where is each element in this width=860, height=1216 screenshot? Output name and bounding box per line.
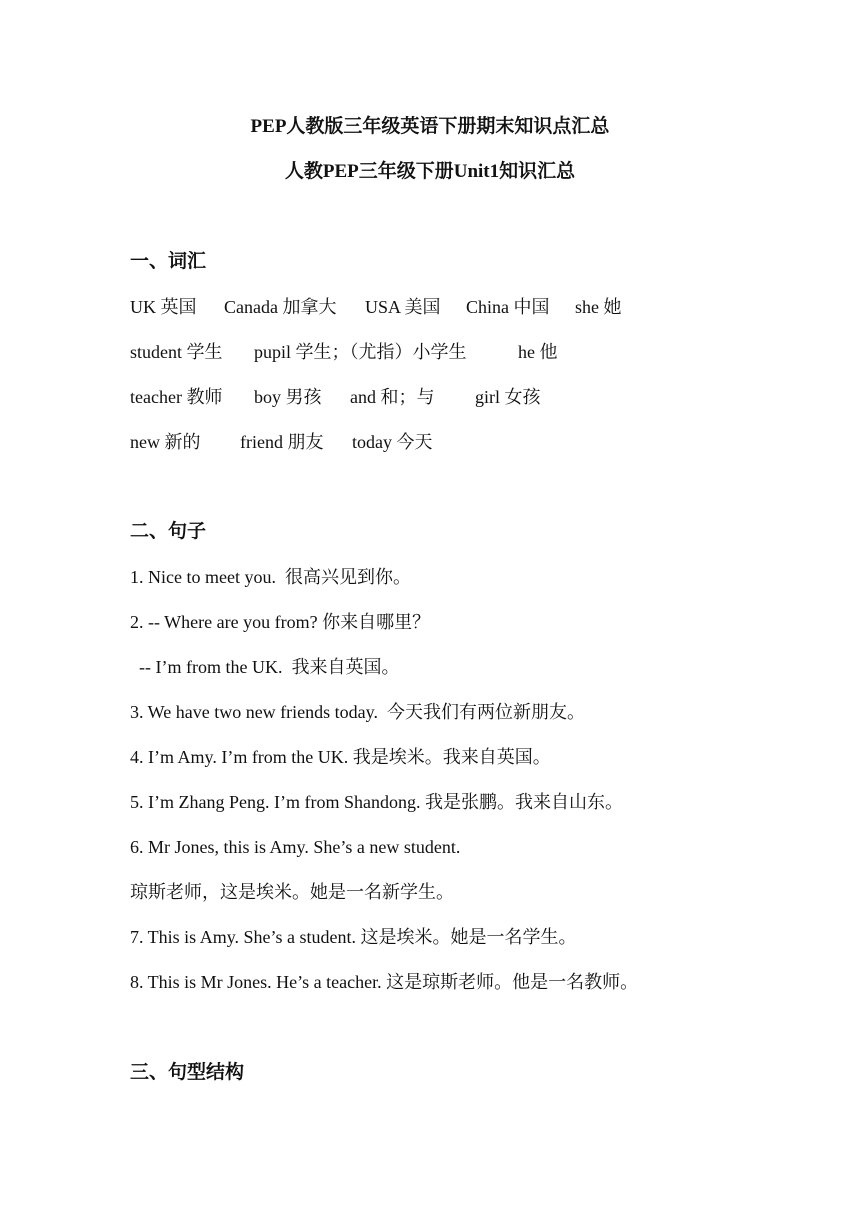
- vocab-item: pupil 学生；（尤指）小学生: [254, 342, 467, 362]
- vocab-item: girl 女孩: [475, 387, 541, 407]
- sentence-line: 6. Mr Jones, this is Amy. She’s a new student.: [130, 837, 461, 857]
- vocab-item: Canada 加拿大: [224, 297, 337, 317]
- vocab-item: today 今天: [352, 432, 433, 452]
- vocab-item: boy 男孩: [254, 387, 322, 407]
- document-subtitle: 人教PEP三年级下册Unit1知识汇总: [284, 161, 576, 182]
- vocab-item: UK 英国: [130, 297, 197, 317]
- vocab-item: student 学生: [130, 342, 223, 362]
- sentence-line: 5. I’m Zhang Peng. I’m from Shandong. 我是张鹏。我来自山东。: [130, 792, 623, 812]
- sentence-line: 7. This is Amy. She’s a student. 这是埃米。她是一名学生。: [130, 927, 577, 947]
- section-heading-vocabulary: 一、词汇: [130, 251, 207, 272]
- sentence-line: 3. We have two new friends today. 今天我们有两位新朋友。: [130, 702, 585, 722]
- sentence-line: 8. This is Mr Jones. He’s a teacher. 这是琼斯老师。他是一名教师。: [130, 972, 639, 992]
- vocab-item: and 和；与: [350, 387, 435, 407]
- vocab-item: USA 美国: [365, 297, 441, 317]
- section-heading-patterns: 三、句型结构: [130, 1062, 245, 1083]
- sentence-line: 4. I’m Amy. I’m from the UK. 我是埃米。我来自英国。: [130, 747, 551, 767]
- sentence-line: 1. Nice to meet you. 很高兴见到你。: [130, 567, 411, 587]
- vocab-item: teacher 教师: [130, 387, 223, 407]
- document-title: PEP人教版三年级英语下册期末知识点汇总: [250, 116, 610, 137]
- sentence-line: -- I’m from the UK. 我来自英国。: [130, 657, 400, 677]
- vocab-item: friend 朋友: [240, 432, 324, 452]
- sentence-line: 琼斯老师，这是埃米。她是一名新学生。: [130, 882, 454, 902]
- sentence-line: 2. -- Where are you from? 你来自哪里？: [130, 612, 431, 632]
- section-heading-sentences: 二、句子: [130, 521, 207, 542]
- vocab-item: she 她: [575, 297, 622, 317]
- vocab-item: new 新的: [130, 432, 201, 452]
- vocab-item: he 他: [518, 342, 558, 362]
- vocab-item: China 中国: [466, 297, 550, 317]
